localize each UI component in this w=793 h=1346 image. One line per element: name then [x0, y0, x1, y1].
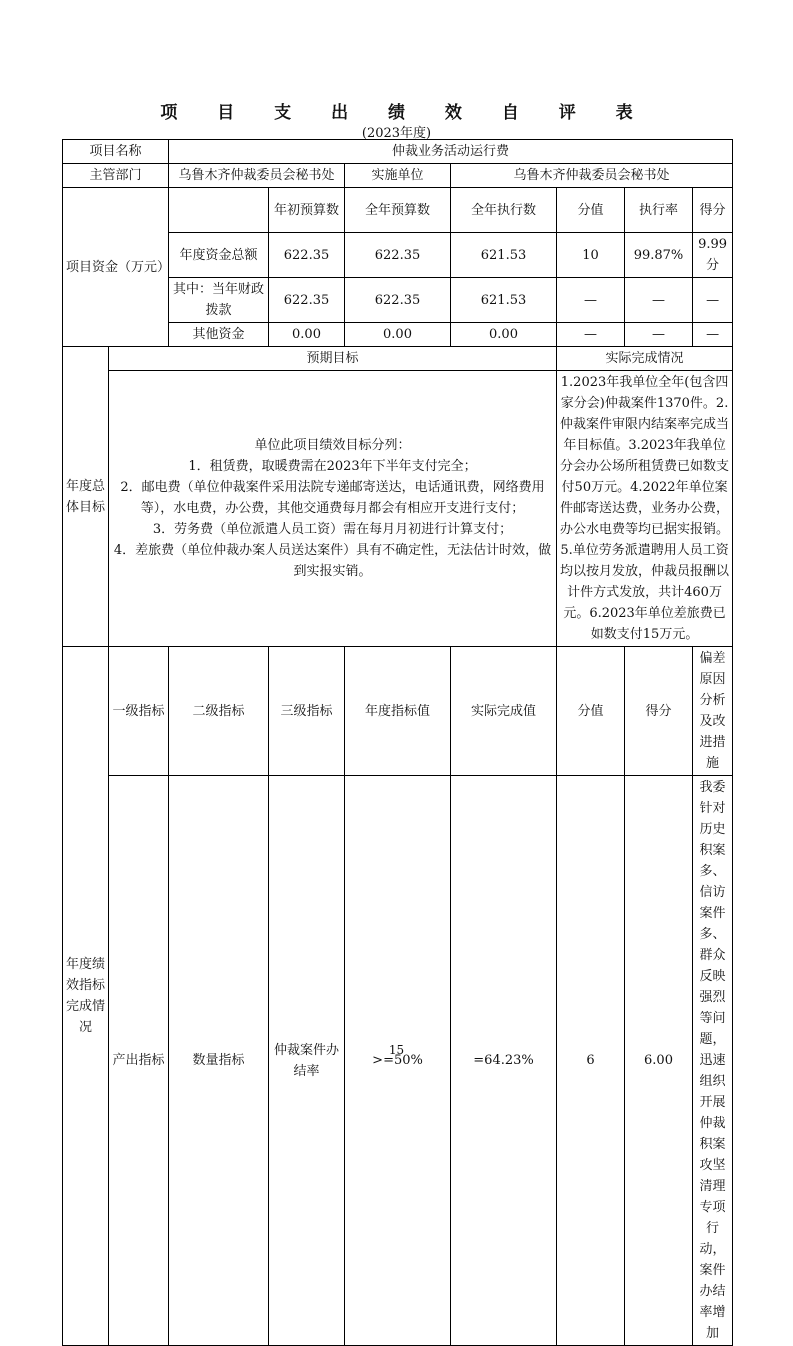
page-number: 15	[388, 1043, 405, 1057]
indicator-header-level2: 二级指标	[169, 647, 269, 776]
indicator-score-value: 6	[557, 776, 625, 1346]
funds-cell: 622.35	[345, 278, 451, 323]
funds-header-initial: 年初预算数	[269, 188, 345, 233]
goals-label: 年度总体目标	[63, 347, 109, 647]
funds-header-executed: 全年执行数	[451, 188, 557, 233]
row-goals-content	[63, 371, 733, 647]
project-name-label: 项目名称	[63, 140, 169, 164]
indicator-header-target: 年度指标值	[345, 647, 451, 776]
indicator-header-score-value: 分值	[557, 647, 625, 776]
row-funds-header	[63, 188, 733, 233]
performance-table	[62, 139, 733, 1346]
funds-row-label: 其他资金	[169, 323, 269, 347]
indicator-score: 6.00	[625, 776, 693, 1346]
row-department	[63, 164, 733, 188]
implementing-unit-label: 实施单位	[345, 164, 451, 188]
funds-cell: —	[625, 278, 693, 323]
row-goals-header	[63, 347, 733, 371]
funds-cell: 10	[557, 233, 625, 278]
funds-cell: 9.99 分	[693, 233, 733, 278]
document-year: (2023年度)	[361, 126, 432, 141]
funds-row-label: 年度资金总额	[169, 233, 269, 278]
row-project-name	[63, 140, 733, 164]
implementing-unit-value: 乌鲁木齐仲裁委员会秘书处	[451, 164, 733, 188]
department-label: 主管部门	[63, 164, 169, 188]
actual-result-header: 实际完成情况	[557, 347, 733, 371]
funds-cell: —	[557, 278, 625, 323]
department-value: 乌鲁木齐仲裁委员会秘书处	[169, 164, 345, 188]
funds-cell: 99.87%	[625, 233, 693, 278]
indicator-header-actual: 实际完成值	[451, 647, 557, 776]
indicator-level1: 产出指标	[109, 776, 169, 1346]
document-title: 项 目 支 出 绩 效 自 评 表	[160, 103, 650, 123]
funds-cell: 0.00	[269, 323, 345, 347]
funds-cell: —	[557, 323, 625, 347]
row-indicator-header	[63, 647, 733, 776]
funds-cell: 621.53	[451, 278, 557, 323]
indicator-level3: 仲裁案件办结率	[269, 776, 345, 1346]
funds-header-annual: 全年预算数	[345, 188, 451, 233]
funds-cell: —	[625, 323, 693, 347]
funds-cell: 622.35	[269, 233, 345, 278]
funds-cell: —	[693, 323, 733, 347]
funds-row-label: 其中：当年财政拨款	[169, 278, 269, 323]
indicator-header-level1: 一级指标	[109, 647, 169, 776]
funds-header-score: 得分	[693, 188, 733, 233]
expected-goal-header: 预期目标	[109, 347, 557, 371]
indicators-label: 年度绩效指标完成情况	[63, 647, 109, 1346]
funds-header-empty	[169, 188, 269, 233]
indicator-header-deviation: 偏差原因分析及改进措施	[693, 647, 733, 776]
funds-cell: 0.00	[451, 323, 557, 347]
project-name-value: 仲裁业务活动运行费	[169, 140, 733, 164]
indicator-deviation: 我委针对历史积案多、信访案件多、群众反映强烈等问题，迅速组织开展仲裁积案攻坚清理专项行动，案件办结率增加	[693, 776, 733, 1346]
indicator-header-score: 得分	[625, 647, 693, 776]
funds-cell: 622.35	[345, 233, 451, 278]
funds-cell: 622.35	[269, 278, 345, 323]
indicator-target: >=50%	[345, 776, 451, 1346]
indicator-level2: 数量指标	[169, 776, 269, 1346]
indicator-header-level3: 三级指标	[269, 647, 345, 776]
indicator-row	[63, 776, 733, 1346]
funds-header-rate: 执行率	[625, 188, 693, 233]
funds-label: 项目资金（万元）	[63, 188, 169, 347]
funds-cell: —	[693, 278, 733, 323]
indicator-actual: =64.23%	[451, 776, 557, 1346]
actual-result-text: 1.2023年我单位全年(包含四家分会)仲裁案件1370件。2.仲裁案件审限内结案率完成当年目标值。3.2023年我单位分会办公场所租赁费已如数支付50万元。4.2022年单位案件邮寄送达费，业务办公费，办公水电费等均已据实报销。5.单位劳务派遣聘用人员工资均以按月发放，仲裁员报酬以计件方式发放，共计460万元。6.2023年单位差旅费已如数支付15万元。	[557, 371, 733, 647]
funds-cell: 0.00	[345, 323, 451, 347]
expected-goal-text: 单位此项目绩效目标分列： 1．租赁费，取暖费需在2023年下半年支付完全； 2．邮电费（单位仲裁案件采用法院专递邮寄送达，电话通讯费，网络费用等），水电费，办公费，其他交通费每月都会有相应开支进行支付； 3．劳务费（单位派遣人员工资）需在每月月初进行计算支付； 4．差旅费（单位仲裁办案人员送达案件）具有不确定性，无法估计时效，做到实报实销。	[109, 371, 557, 647]
funds-header-score-value: 分值	[557, 188, 625, 233]
funds-cell: 621.53	[451, 233, 557, 278]
